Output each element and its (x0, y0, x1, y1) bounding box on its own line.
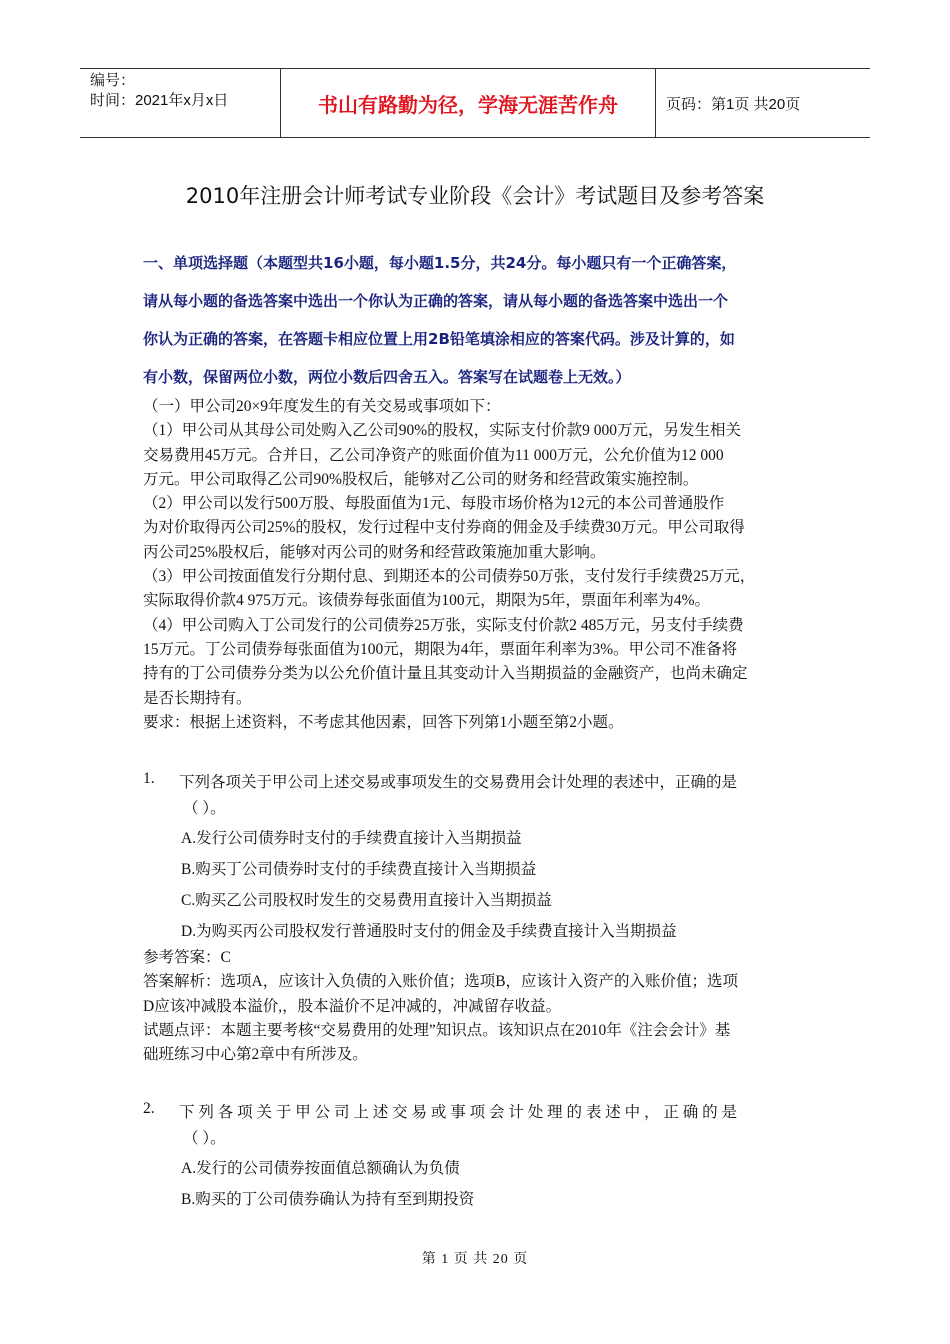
material-line: 丙公司25%股权后，能够对丙公司的财务和经营政策施加重大影响。 (143, 543, 606, 561)
header-page-label: 页码：第1页 共20页 (666, 95, 801, 113)
answer-line: 答案解析：选项A，应该计入负债的入账价值；选项B，应该计入资产的入账价值；选项 (143, 973, 739, 991)
page-footer: 第 1 页 共 20 页 (421, 1252, 529, 1267)
material-line: （一）甲公司20×9年度发生的有关交易或事项如下： (143, 398, 501, 415)
material-line: （1）甲公司从其母公司处购入乙公司90%的股权，实际支付价款9 000万元，另发生相关 (143, 422, 742, 440)
material-line: 为对价取得丙公司25%的股权，发行过程中支付券商的佣金及手续费30万元。甲公司取得 (143, 519, 745, 537)
section-line: 有小数，保留两位小数，两位小数后四舍五入。答案写在试题卷上无效。） (143, 368, 631, 386)
case-material (143, 395, 813, 735)
answer-line: 础班练习中心第2章中有所涉及。 (143, 1046, 368, 1064)
question-stem: 下列各项关于甲公司上述交易或事项发生的交易费用会计处理的表述中，正确的是 (179, 774, 738, 791)
header-motto: 书山有路勤为径，学海无涯苦作舟 (280, 69, 656, 137)
material-line: 交易费用45万元。合并日，乙公司净资产的账面价值为11 000万元，公允价值为12 000 (143, 446, 724, 464)
option-c: C.购买乙公司股权时发生的交易费用直接计入当期损益 (181, 892, 552, 909)
header-table (80, 68, 870, 138)
material-line: 持有的丁公司债券分类为以公允价值计量且其变动计入当期损益的金融资产，也尚未确定 (143, 665, 748, 683)
material-line: （2）甲公司以发行500万股、每股面值为1元、每股市场价格为12元的本公司普通股作 (143, 495, 725, 513)
section-line: 请从每小题的备选答案中选出一个你认为正确的答案，请从每小题的备选答案中选出一个 (143, 292, 729, 310)
option-a: A.发行的公司债券按面值总额确认为负债 (181, 1160, 460, 1177)
answer-blank: （ ）。 (183, 1130, 226, 1147)
code-label: 编号： (90, 72, 136, 89)
answer-line: D应该冲减股本溢价,，股本溢价不足冲减的，冲减留存收益。 (143, 997, 562, 1015)
material-line: 万元。甲公司取得乙公司90%股权后，能够对乙公司的财务和经营政策实施控制。 (143, 470, 699, 488)
time-label: 时间：2021年x月x日 (90, 92, 229, 109)
option-b: B.购买丁公司债券时支付的手续费直接计入当期损益 (181, 861, 537, 878)
material-line: 是否长期持有。 (143, 689, 252, 707)
material-line: （4）甲公司购入丁公司发行的公司债券25万张，实际支付价款2 485万元，另支付手续费 (143, 616, 744, 634)
option-d: D.为购买丙公司股权发行普通股时支付的佣金及手续费直接计入当期损益 (181, 923, 677, 940)
material-line: 15万元。丁公司债券每张面值为100元，期限为4年，票面年利率为3%。甲公司不准备将 (143, 640, 738, 658)
answer-line: 试题点评：本题主要考核“交易费用的处理”知识点。该知识点在2010年《注会会计》基 (143, 1021, 731, 1039)
section-instructions (143, 244, 813, 396)
section-line: 你认为正确的答案，在答题卡相应位置上用2B铅笔填涂相应的答案代码。涉及计算的，如 (143, 330, 735, 348)
section-line: 一、单项选择题（本题型共16小题，每小题1.5分，共24分。每小题只有一个正确答案， (143, 254, 737, 272)
document-title: 2010年注册会计师考试专业阶段《会计》考试题目及参考答案 (185, 184, 765, 208)
material-line: （3）甲公司按面值发行分期付息、到期还本的公司债券50万张，支付发行手续费25万元， (143, 568, 756, 586)
question-number: 1. (143, 770, 155, 787)
question-stem: 下 列 各 项 关 于 甲 公 司 上 述 交 易 或 事 项 会 计 处 理 的 表 述 中 ， 正 确 的 是 (179, 1104, 738, 1121)
header-meta-cell (80, 69, 280, 137)
question-1-answer (143, 946, 823, 1067)
option-b: B.购买的丁公司债券确认为持有至到期投资 (181, 1191, 475, 1208)
answer-line: 参考答案：C (143, 949, 231, 966)
material-line: 要求：根据上述资料，不考虑其他因素，回答下列第1小题至第2小题。 (143, 713, 624, 731)
answer-blank: （ ）。 (183, 800, 226, 817)
question-number: 2. (143, 1100, 155, 1117)
material-line: 实际取得价款4 975万元。该债券每张面值为100元，期限为5年，票面年利率为4%。 (143, 592, 711, 610)
option-a: A.发行公司债券时支付的手续费直接计入当期损益 (181, 830, 522, 847)
